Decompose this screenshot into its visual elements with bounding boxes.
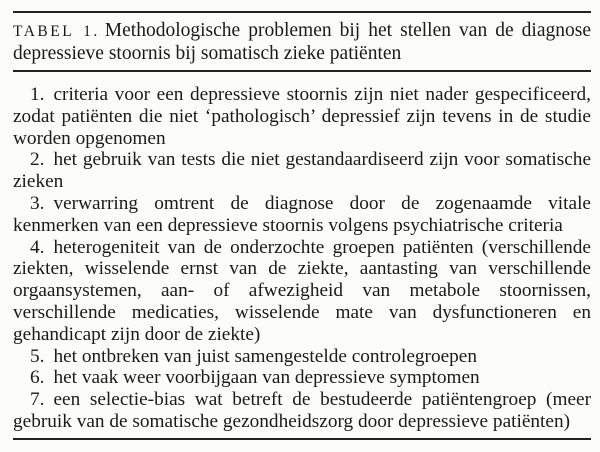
item-number: 5. (30, 345, 45, 367)
item-text: verwarring omtrent de diagnose door de zogenaamde vitale kenmerken van een depressieve stoornis volgens psychiatrische criteria (13, 192, 591, 236)
list-item-2 (13, 149, 591, 193)
bottom-rule (13, 438, 591, 440)
item-text: het vaak weer voorbijgaan van depressieve symptomen (53, 367, 480, 389)
item-number: 4. (30, 236, 45, 258)
table-label: TABEL 1. (13, 23, 100, 40)
list-item-7 (13, 389, 591, 433)
caption-rule (13, 70, 591, 72)
item-number: 3. (30, 192, 45, 214)
problem-list (13, 84, 591, 433)
table-caption (13, 20, 591, 65)
item-text: heterogeniteit van de onderzochte groepen patiënten (verschillende ziekten, wisselende ernst van de ziekte, aantasting van verschillende orgaansystemen, aan- of afwezigheid van metabole stoornissen, verschillende medicaties, wisselende mate van dysfunctioneren en gehandicapt zijn door de ziekte) (13, 236, 591, 345)
item-text: criteria voor een depressieve stoornis zijn niet nader gespecificeerd, zodat patiënten die niet ‘pathologisch’ depressief zijn tevens in de studie worden opgenomen (13, 84, 591, 149)
list-item-6 (13, 367, 591, 389)
item-text: een selectie-bias wat betreft de bestudeerde patiëntengroep (meer gebruik van de somatische gezondheidszorg door depressieve patiënten) (13, 389, 591, 432)
list-item-4 (13, 237, 591, 346)
table-title: Methodologische problemen bij het stellen van de diagnose depressieve stoornis bij somatisch zieke patiënten (13, 20, 591, 64)
list-item-3 (13, 193, 591, 237)
item-text: het gebruik van tests die niet gestandaardiseerd zijn voor somatische zieken (13, 149, 591, 193)
item-number: 7. (30, 389, 45, 411)
item-text: het ontbreken van juist samengestelde controlegroepen (53, 345, 477, 367)
item-number: 1. (30, 84, 45, 105)
list-item-5 (13, 346, 591, 368)
item-number: 6. (30, 367, 45, 389)
list-item-1 (13, 84, 591, 149)
top-rule (13, 11, 591, 13)
item-number: 2. (30, 149, 45, 171)
